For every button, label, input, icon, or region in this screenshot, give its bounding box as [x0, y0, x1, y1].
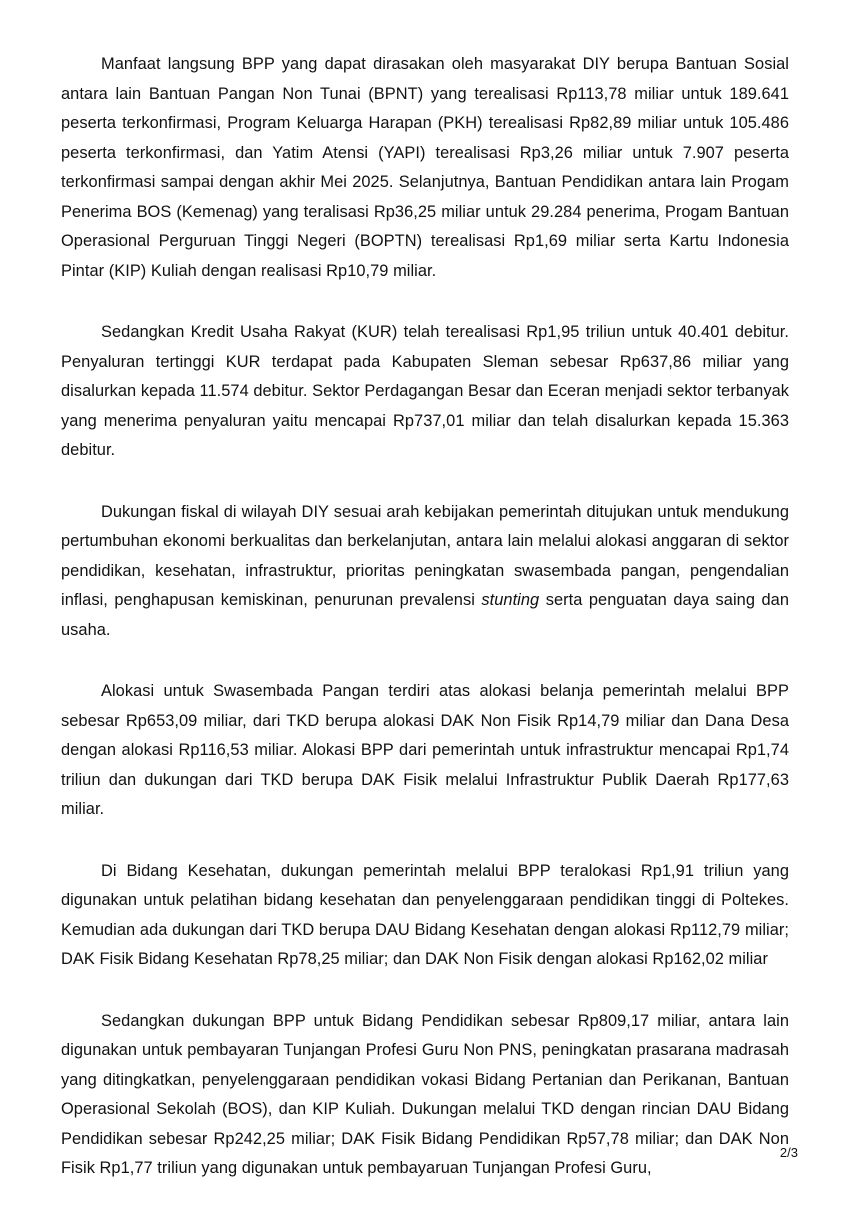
paragraph-3-text-b: serta penguatan daya saing dan usaha.	[61, 591, 789, 639]
paragraph-3-text-a: Dukungan fiskal di wilayah DIY sesuai arah kebijakan pemerintah ditujukan untuk mendukung pertumbuhan ekonomi berkualitas dan berkelanjutan, antara lain melalui alokasi anggaran di sektor pendidikan, kesehatan, infrastruktur, prioritas peningkatan swasembada pangan, pengendalian inflasi, penghapusan kemiskinan, penurunan prevalensi	[61, 502, 789, 609]
paragraph-4-text: Alokasi untuk Swasembada Pangan terdiri atas alokasi belanja pemerintah melalui BPP sebesar Rp653,09 miliar, dari TKD berupa alokasi DAK Non Fisik Rp14,79 miliar dan Dana Desa dengan alokasi Rp116,53 miliar. Alokasi BPP dari pemerintah untuk infrastruktur mencapai Rp1,74 triliun dan dukungan dari TKD berupa DAK Fisik melalui Infrastruktur Publik Daerah Rp177,63 miliar.	[61, 682, 789, 818]
paragraph-5	[61, 857, 789, 975]
paragraph-1-text: Manfaat langsung BPP yang dapat dirasakan oleh masyarakat DIY berupa Bantuan Sosial antara lain Bantuan Pangan Non Tunai (BPNT) yang terealisasi Rp113,78 miliar untuk 189.641 peserta terkonfirmasi, Program Keluarga Harapan (PKH) terealisasi Rp82,89 miliar untuk 105.486 peserta terkonfirmasi, dan Yatim Atensi (YAPI) terealisasi Rp3,26 miliar untuk 7.907 peserta terkonfirmasi sampai dengan akhir Mei 2025. Selanjutnya, Bantuan Pendidikan antara lain Progam Penerima BOS (Kemenag) yang teralisasi Rp36,25 miliar untuk 29.284 penerima, Progam Bantuan Operasional Perguruan Tinggi Negeri (BOPTN) terealisasi Rp1,69 miliar serta Kartu Indonesia Pintar (KIP) Kuliah dengan realisasi Rp10,79 miliar.	[61, 55, 789, 280]
paragraph-1	[61, 50, 789, 286]
paragraph-2-text: Sedangkan Kredit Usaha Rakyat (KUR) telah terealisasi Rp1,95 triliun untuk 40.401 debitur. Penyaluran tertinggi KUR terdapat pada Kabupaten Sleman sebesar Rp637,86 miliar yang disalurkan kepada 11.574 debitur. Sektor Perdagangan Besar dan Eceran menjadi sektor terbanyak yang menerima penyaluran yaitu mencapai Rp737,01 miliar dan telah disalurkan kepada 15.363 debitur.	[61, 323, 789, 459]
paragraph-6	[61, 1007, 789, 1184]
paragraph-4	[61, 677, 789, 825]
paragraph-5-text: Di Bidang Kesehatan, dukungan pemerintah melalui BPP teralokasi Rp1,91 triliun yang digunakan untuk pelatihan bidang kesehatan dan penyelenggaraan pendidikan tinggi di Poltekes. Kemudian ada dukungan dari TKD berupa DAU Bidang Kesehatan dengan alokasi Rp112,79 miliar; DAK Fisik Bidang Kesehatan Rp78,25 miliar; dan DAK Non Fisik dengan alokasi Rp162,02 miliar	[61, 861, 789, 968]
page-number: 2/3	[779, 1145, 798, 1160]
paragraph-2	[61, 318, 789, 466]
paragraph-6-text: Sedangkan dukungan BPP untuk Bidang Pendidikan sebesar Rp809,17 miliar, antara lain digunakan untuk pembayaran Tunjangan Profesi Guru Non PNS, peningkatan prasarana madrasah yang ditingkatkan, penyelenggaraan pendidikan vokasi Bidang Pertanian dan Perikanan, Bantuan Operasional Sekolah (BOS), dan KIP Kuliah. Dukungan melalui TKD dengan rincian DAU Bidang Pendidikan sebesar Rp242,25 miliar; DAK Fisik Bidang Pendidikan Rp57,78 miliar; dan DAK Non Fisik Rp1,77 triliun yang digunakan untuk pembayaruan Tunjangan Profesi Guru,	[61, 1011, 789, 1177]
paragraph-3	[61, 498, 789, 646]
paragraph-3-italic-term: stunting	[481, 591, 540, 609]
document-body	[61, 50, 789, 1216]
